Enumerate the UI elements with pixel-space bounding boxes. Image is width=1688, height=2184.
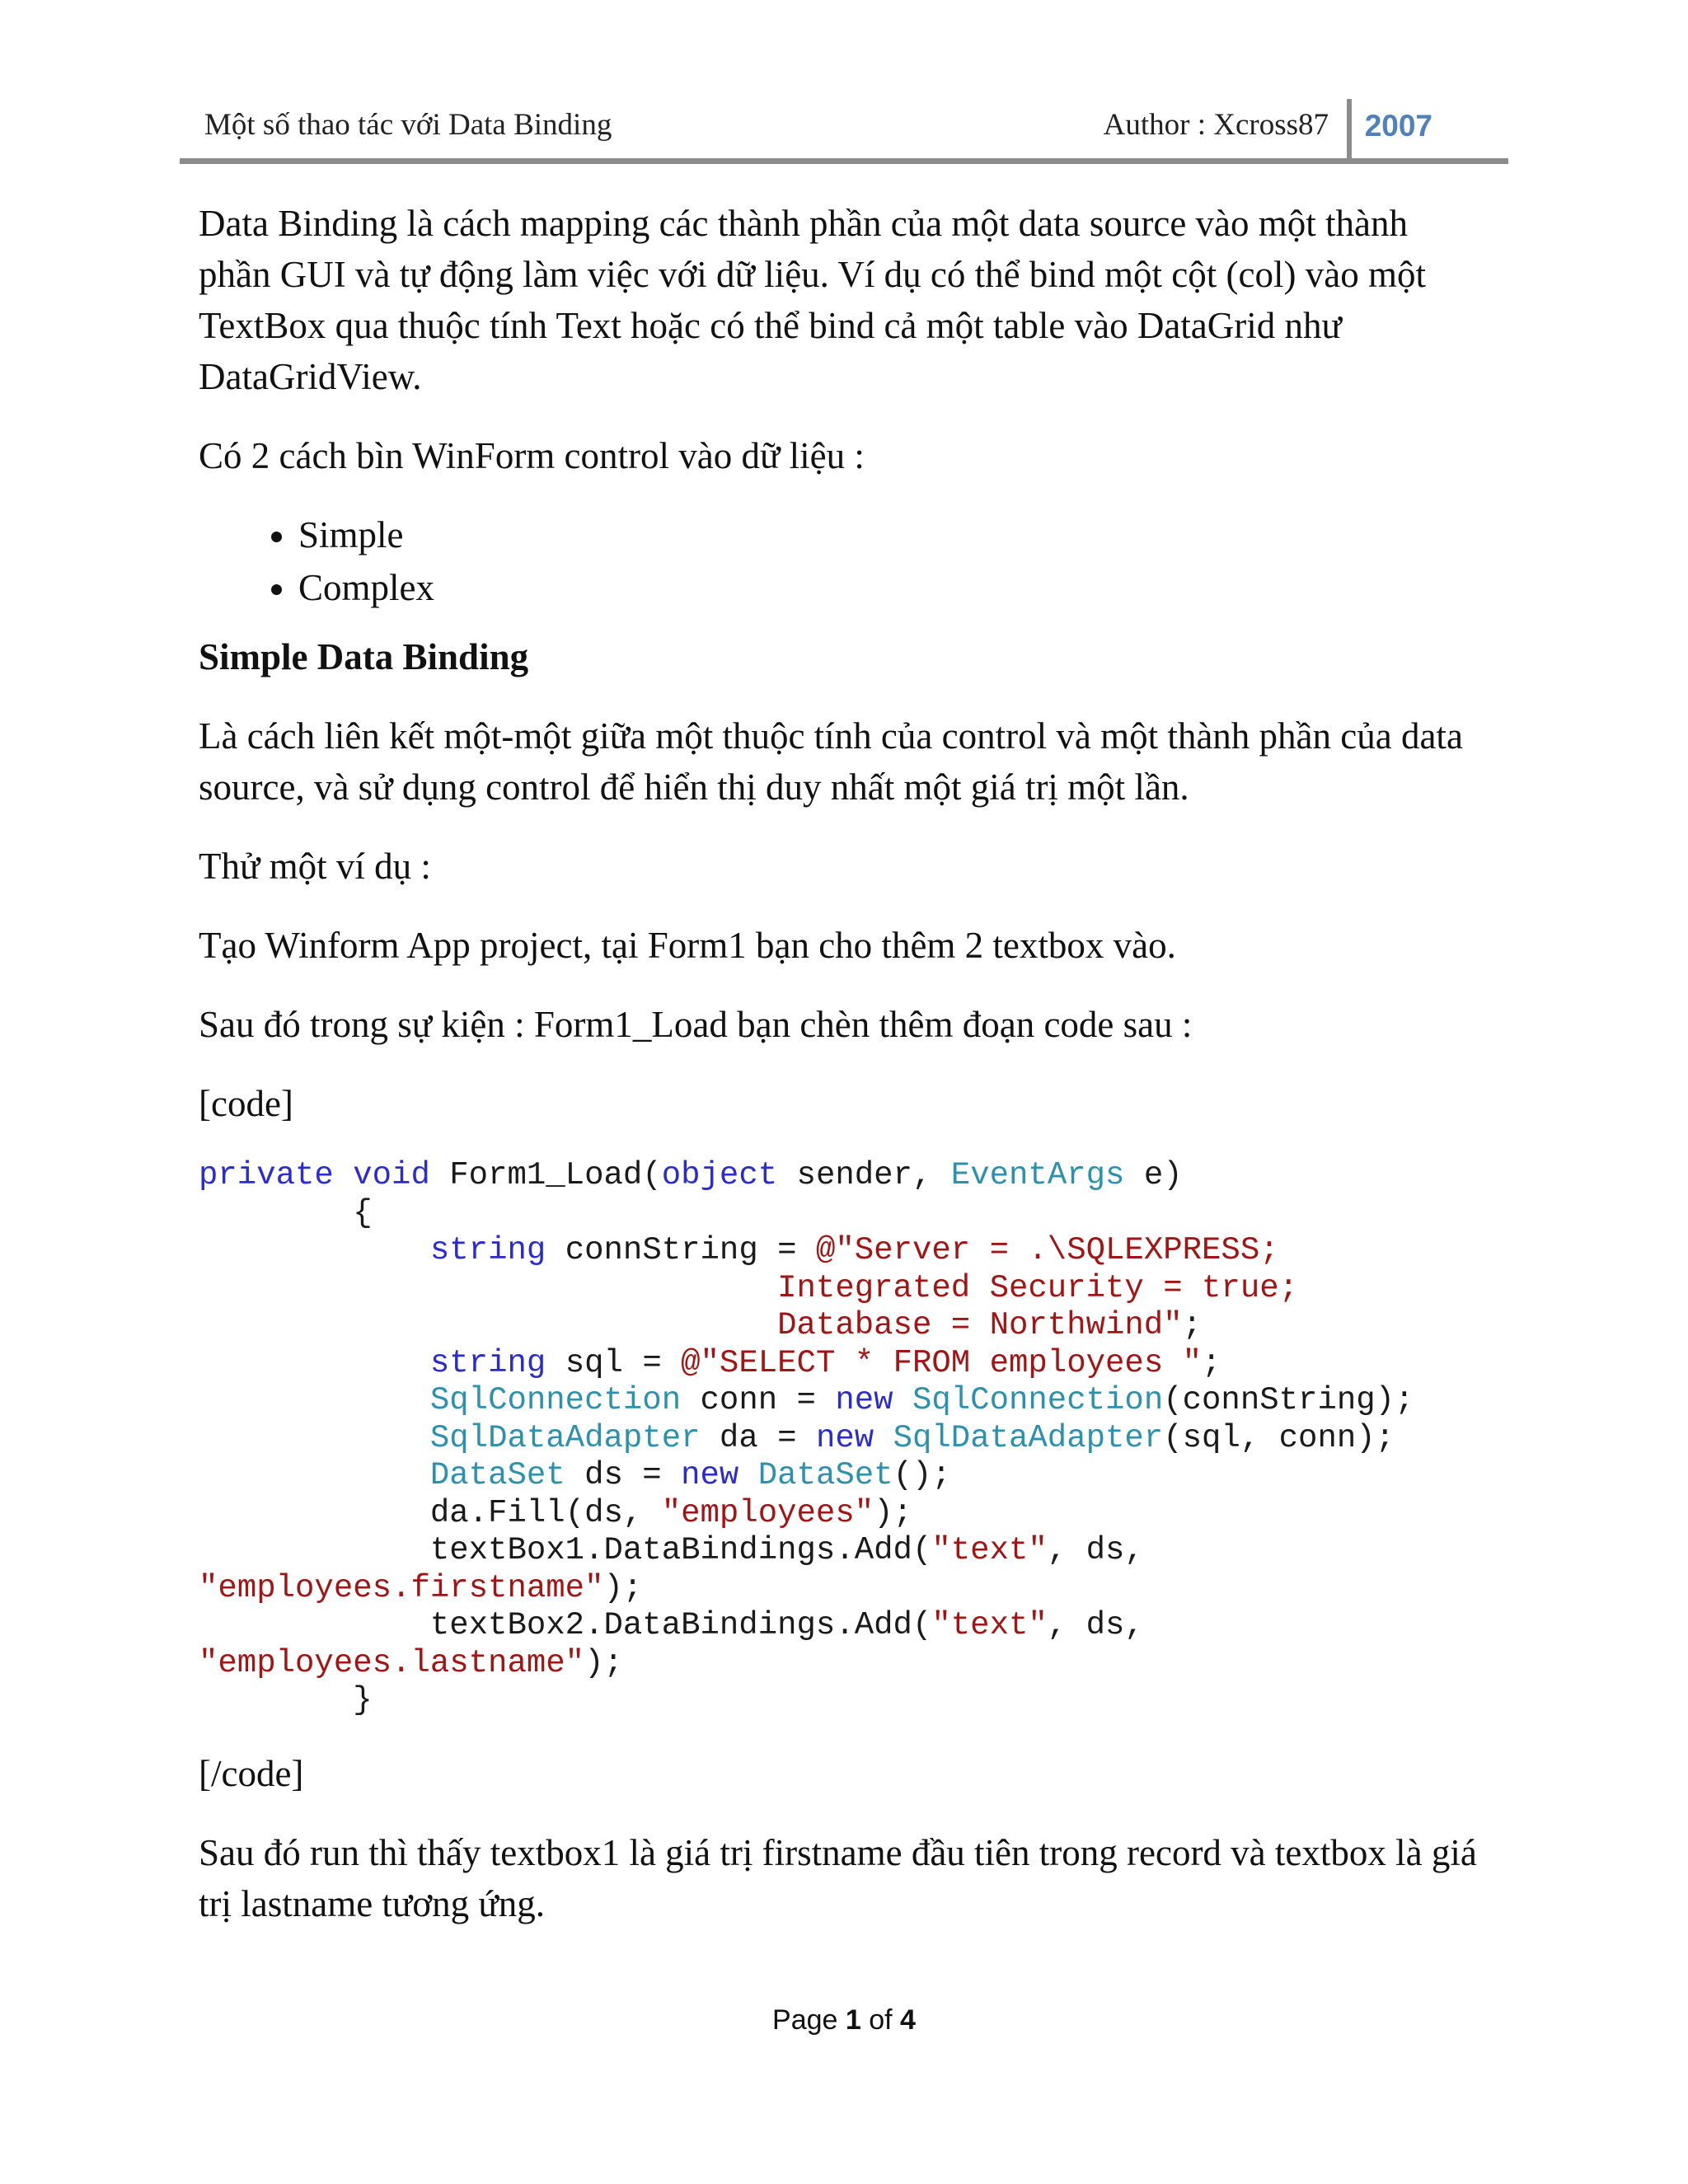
code-keyword: new bbox=[835, 1382, 893, 1418]
footer-page-number: 1 bbox=[845, 2004, 861, 2036]
header-rule bbox=[180, 158, 1508, 164]
code-string: Integrated Security = true; bbox=[777, 1269, 1299, 1306]
code-type: SqlConnection bbox=[429, 1382, 682, 1418]
header-author: Author : Xcross87 bbox=[1103, 108, 1329, 142]
code-text: , ds, bbox=[1047, 1532, 1144, 1568]
code-text: da.Fill(ds, bbox=[199, 1494, 662, 1531]
code-text: (connString); bbox=[1163, 1382, 1414, 1418]
page-footer bbox=[0, 2004, 1688, 2036]
section-heading: Simple Data Binding bbox=[199, 636, 529, 677]
ways-paragraph: Có 2 cách bìn WinForm control vào dữ liệu : bbox=[199, 435, 865, 476]
code-text: Form1_Load( bbox=[429, 1157, 662, 1193]
code-text: connString = bbox=[546, 1232, 816, 1268]
code-keyword: private bbox=[199, 1157, 334, 1193]
binding-types-list bbox=[199, 509, 1484, 613]
code-text bbox=[874, 1420, 893, 1456]
code-string: "employees.firstname" bbox=[199, 1569, 604, 1606]
code-text: textBox2.DataBindings.Add( bbox=[199, 1607, 932, 1643]
code-text: (sql, conn); bbox=[1163, 1419, 1395, 1456]
result-paragraph: Sau đó run thì thấy textbox1 là giá trị firstname đầu tiên trong record và textbox là giá trị lastname tương ứng. bbox=[199, 1831, 1477, 1924]
code-text: e) bbox=[1124, 1157, 1183, 1193]
create-paragraph: Tạo Winform App project, tại Form1 bạn cho thêm 2 textbox vào. bbox=[199, 925, 1176, 966]
code-text bbox=[893, 1382, 912, 1418]
code-keyword: void bbox=[353, 1157, 430, 1193]
page-header bbox=[180, 82, 1508, 165]
code-type: DataSet bbox=[757, 1457, 893, 1493]
try-paragraph: Thử một ví dụ : bbox=[199, 846, 431, 887]
code-text: textBox1.DataBindings.Add( bbox=[199, 1532, 932, 1568]
code-open-tag: [code] bbox=[199, 1083, 293, 1124]
code-type: SqlDataAdapter bbox=[893, 1419, 1164, 1456]
code-string: "text" bbox=[931, 1532, 1048, 1568]
code-text: (); bbox=[893, 1457, 951, 1493]
code-text: ); bbox=[584, 1644, 623, 1681]
list-item: • Simple bbox=[298, 509, 1484, 560]
code-text: ; bbox=[1182, 1307, 1203, 1343]
code-string: @"SELECT * FROM employees " bbox=[681, 1344, 1203, 1381]
code-text: ; bbox=[1202, 1344, 1221, 1381]
code-keyword: string bbox=[429, 1232, 546, 1268]
header-title: Một số thao tác với Data Binding bbox=[204, 108, 612, 142]
code-text: ); bbox=[874, 1494, 912, 1531]
code-type: SqlConnection bbox=[912, 1382, 1164, 1418]
code-text bbox=[199, 1345, 430, 1381]
code-keyword: new bbox=[681, 1457, 739, 1493]
code-text: } bbox=[199, 1682, 373, 1718]
code-text: conn = bbox=[681, 1382, 836, 1418]
code-text: , ds, bbox=[1047, 1607, 1144, 1643]
code-text: ); bbox=[603, 1569, 643, 1606]
code-text: sender, bbox=[777, 1157, 951, 1193]
code-text bbox=[199, 1457, 430, 1493]
code-text bbox=[199, 1270, 777, 1306]
code-text bbox=[199, 1232, 430, 1268]
code-text: { bbox=[199, 1194, 373, 1231]
code-type: DataSet bbox=[429, 1457, 565, 1493]
code-string: @"Server = .\SQLEXPRESS; bbox=[815, 1232, 1279, 1268]
code-text: ds = bbox=[565, 1457, 682, 1493]
code-text: da = bbox=[700, 1419, 816, 1456]
code-close-tag: [/code] bbox=[199, 1752, 304, 1794]
header-separator bbox=[1347, 99, 1352, 163]
footer-page-total: 4 bbox=[900, 2004, 916, 2036]
code-text bbox=[334, 1157, 353, 1193]
code-text bbox=[738, 1457, 757, 1493]
then-paragraph: Sau đó trong sự kiện : Form1_Load bạn chèn thêm đoạn code sau : bbox=[199, 1004, 1193, 1045]
description-paragraph: Là cách liên kết một-một giữa một thuộc tính của control và một thành phần của data source, và sử dụng control để hiển thị duy nhất một giá trị một lần. bbox=[199, 715, 1463, 808]
code-type: SqlDataAdapter bbox=[429, 1419, 701, 1456]
code-text bbox=[199, 1307, 777, 1343]
code-string: "employees" bbox=[661, 1494, 874, 1531]
code-type: EventArgs bbox=[950, 1157, 1125, 1193]
code-string: "text" bbox=[931, 1607, 1048, 1643]
list-item: • Complex bbox=[298, 562, 1484, 613]
code-string: "employees.lastname" bbox=[199, 1644, 585, 1681]
footer-of-word: of bbox=[860, 2004, 901, 2036]
code-text: sql = bbox=[546, 1344, 682, 1381]
code-keyword: object bbox=[661, 1157, 778, 1193]
code-text bbox=[199, 1382, 430, 1418]
code-text bbox=[199, 1420, 430, 1456]
page-content bbox=[199, 198, 1484, 1957]
header-year: 2007 bbox=[1364, 109, 1432, 143]
code-keyword: new bbox=[815, 1419, 874, 1456]
footer-page-word: Page bbox=[772, 2004, 846, 2036]
code-keyword: string bbox=[429, 1344, 546, 1381]
code-string: Database = Northwind" bbox=[777, 1307, 1183, 1343]
code-block bbox=[199, 1157, 1484, 1720]
intro-paragraph: Data Binding là cách mapping các thành phần của một data source vào một thành phần GUI và tự động làm việc với dữ liệu. Ví dụ có thể bind một cột (col) vào một TextBox qua thuộc tính Text hoặc có thể bind cả một table vào DataGrid như DataGridView. bbox=[199, 203, 1426, 397]
